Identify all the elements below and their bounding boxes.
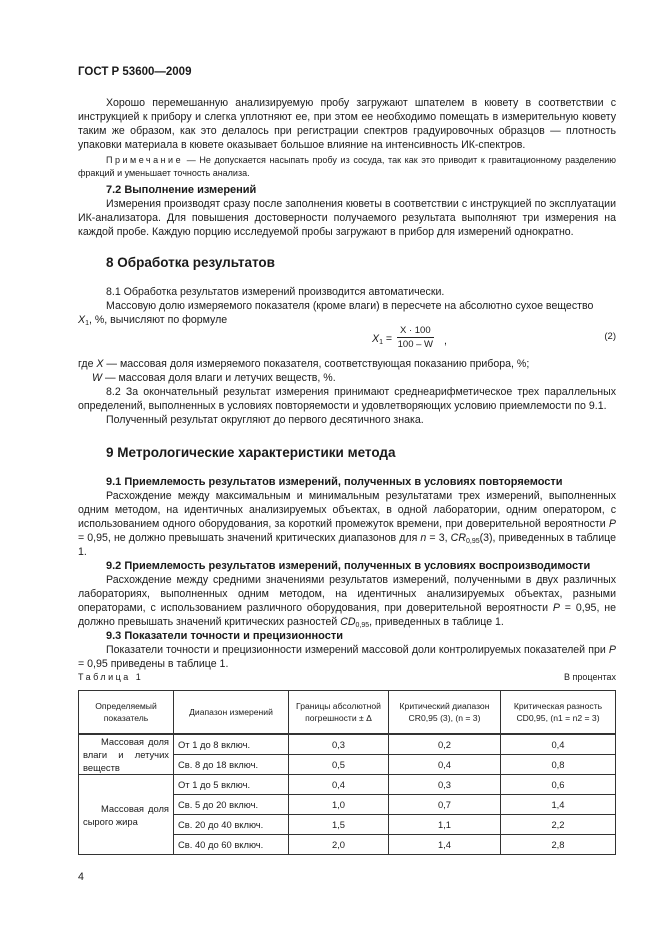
value-cell: 0,4 [389, 755, 501, 775]
paragraph: Расхождение между средними значениями результатов измерений, полученными в двух различных лабораториях, выполненных одним методом, на идентичных анализируемых объектах, разными операторами, с использованием различного оборудования, при доверительной вероятности P = 0,95, не должно превышать значений критических разностей $CD_{0,95}$, приведенных в таблице 1. [78, 574, 616, 629]
table-caption: Таблица 1 [78, 672, 144, 682]
formula-lhs: $X_1$ = [372, 333, 393, 346]
value-cell: 2,8 [501, 835, 616, 855]
indicator-cell: Массовая доля влаги и летучих веществ [79, 734, 174, 775]
paragraph: Хорошо перемешанную анализируемую пробу загружают шпателем в кювету в соответствии с инструкцией к прибору и слегка уплотняют ее, при этом ее необходимо помещать в измерительную кювету таким же образом, как это делалось при регистрации спектров градуировочных образцов — плотность упаковки материала в кювете оказывает большое влияние на интенсивность ИК-спектров. [78, 97, 616, 151]
section-heading-8: 8 Обработка результатов [106, 255, 275, 270]
paragraph: Полученный результат округляют до первого десятичного знака. [106, 414, 424, 426]
table-1 [78, 690, 616, 855]
paragraph: Показатели точности и прецизионности измерений массовой доли контролируемых показателей при P = 0,95 приведены в таблице 1. [78, 644, 616, 670]
value-cell: 0,3 [389, 775, 501, 795]
section-heading-9: 9 Метрологические характеристики метода [106, 445, 396, 460]
note-text: — Не допускается насыпать пробу из сосуда, так как это приводит к гравитационному разделению фракций и уменьшает точность анализа. [78, 155, 616, 178]
table-1-block [78, 670, 616, 855]
document-id-header: ГОСТ Р 53600—2009 [78, 66, 192, 78]
value-cell: 0,7 [389, 795, 501, 815]
range-cell: От 1 до 5 включ. [174, 775, 289, 795]
value-cell: 2,0 [289, 835, 389, 855]
header-critical-difference: Критическая разность CD0,95, (n1 = n2 = 3) [501, 691, 616, 735]
value-cell: 0,4 [289, 775, 389, 795]
formula-where-x: где X — массовая доля измеряемого показателя, соответствующая показанию прибора, %; [78, 358, 530, 370]
section-heading-9-3: 9.3 Показатели точности и прецизионности [106, 630, 343, 642]
value-cell: 1,0 [289, 795, 389, 815]
paragraph: Расхождение между максимальным и минимальным результатами трех измерений, выполненных одним методом, на идентичных анализируемых объектах, в одной лаборатории, одним оператором, с использованием одного оборудования, за короткий промежуток времени, при доверительной вероятности P = 0,95, не должно превышать значений критических диапазонов для n = 3, $CR_{0,95}(3)$, приведенных в таблице 1. [78, 490, 616, 558]
page-number: 4 [78, 871, 84, 883]
range-cell: Св. 8 до 18 включ. [174, 755, 289, 775]
note-label: Примечание [106, 155, 184, 165]
range-cell: Св. 20 до 40 включ. [174, 815, 289, 835]
table-header-row [79, 691, 616, 735]
header-critical-range: Критический диапазон CR0,95 (3), (n = 3) [389, 691, 501, 735]
formula-fraction: $\frac{X \cdot 100}{100 - W}$ [397, 325, 434, 350]
value-cell: 2,2 [501, 815, 616, 835]
table-row [79, 775, 616, 795]
value-cell: 0,6 [501, 775, 616, 795]
paragraph: $X_1$, %, вычисляют по формуле [78, 314, 228, 327]
table-row [79, 734, 616, 755]
range-cell: От 1 до 8 включ. [174, 734, 289, 755]
value-cell: 1,5 [289, 815, 389, 835]
section-heading-9-2: 9.2 Приемлемость результатов измерений, полученных в условиях воспроизводимости [106, 560, 591, 572]
formula-2 [78, 324, 616, 356]
value-cell: 0,3 [289, 734, 389, 755]
formula-where-w: W — массовая доля влаги и летучих веществ, %. [92, 372, 336, 384]
paragraph: 8.1 Обработка результатов измерений производится автоматически. [106, 286, 445, 298]
header-range: Диапазон измерений [174, 691, 289, 735]
section-heading-7-2: 7.2 Выполнение измерений [106, 184, 257, 196]
paragraph: Измерения производят сразу после заполнения кюветы в соответствии с инструкцией по эксплуатации ИК-анализатора. Для повышения достоверности получаемого результата выполняют три измерения на каждой пробе. Каждую порцию исследуемой пробы загружают в прибор для измерений однократно. [78, 198, 616, 238]
note [78, 154, 616, 180]
paragraph: 8.2 За окончательный результат измерения принимают среднеарифметическое трех параллельных определений, выполненных в условиях повторяемости и удовлетворяющих условию приемлемости по 9.1. [78, 386, 616, 412]
section-heading-9-1: 9.1 Приемлемость результатов измерений, полученных в условиях повторяемости [106, 476, 563, 488]
value-cell: 1,4 [501, 795, 616, 815]
formula-comma: , [444, 335, 447, 347]
value-cell: 0,5 [289, 755, 389, 775]
table-units: В процентах [564, 672, 616, 682]
formula-number: (2) [604, 331, 616, 342]
value-cell: 0,2 [389, 734, 501, 755]
range-cell: Св. 5 до 20 включ. [174, 795, 289, 815]
header-error: Границы абсолютной погрешности ± Δ [289, 691, 389, 735]
indicator-cell: Массовая доля сырого жира [79, 775, 174, 855]
value-cell: 0,8 [501, 755, 616, 775]
range-cell: Св. 40 до 60 включ. [174, 835, 289, 855]
value-cell: 0,4 [501, 734, 616, 755]
paragraph: Массовую долю измеряемого показателя (кроме влаги) в пересчете на абсолютно сухое вещество [106, 300, 594, 312]
value-cell: 1,4 [389, 835, 501, 855]
header-indicator: Определяемый показатель [79, 691, 174, 735]
value-cell: 1,1 [389, 815, 501, 835]
